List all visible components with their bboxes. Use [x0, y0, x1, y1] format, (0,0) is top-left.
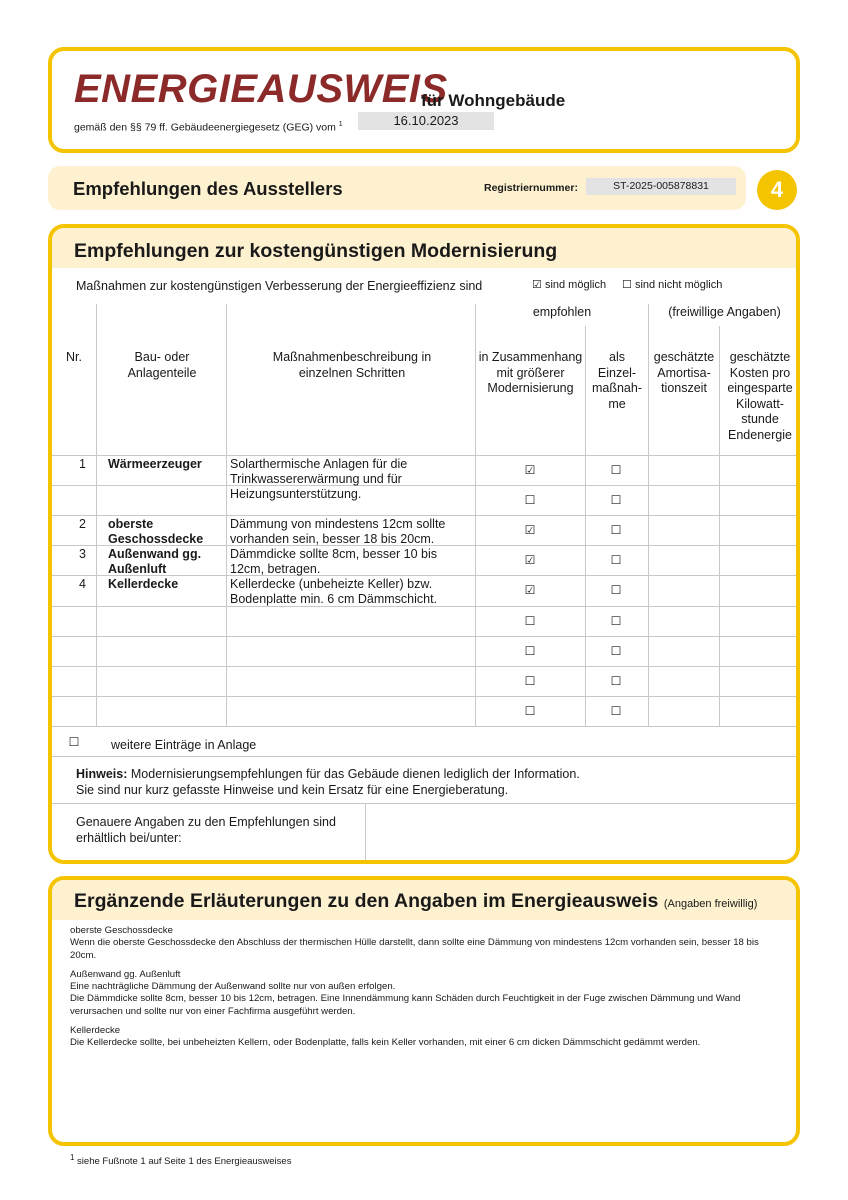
hint-label: Hinweis: [76, 767, 128, 781]
row-component: Außenwand gg. Außenluft [108, 547, 202, 576]
checkbox-empty-icon[interactable]: ☐ [610, 644, 622, 658]
checkbox-empty-icon[interactable]: ☐ [524, 704, 536, 718]
col-header-combined: in Zusammenhang mit größerer Modernisierung [478, 350, 583, 395]
checkbox-checked-icon[interactable]: ☑ [524, 463, 536, 477]
col-header-component: Bau- oder Anlagenteile [127, 350, 197, 380]
row-description[interactable]: Solarthermische Anlagen für die Trinkwassererwärmung und für [230, 457, 408, 486]
table-bottom-line [52, 726, 800, 727]
checkbox-empty-icon[interactable]: ☐ [610, 463, 622, 477]
explanations-box [48, 876, 800, 1146]
checkbox-checked-icon[interactable]: ☑ [524, 523, 536, 537]
further-entries-checkbox[interactable]: ☐ [68, 735, 80, 749]
explanations-title-text: Ergänzende Erläuterungen zu den Angaben im Energieausweis [74, 890, 659, 912]
col-group-recommended: empfohlen [532, 305, 592, 319]
modernisation-header [52, 228, 796, 268]
explanation-text: Die Kellerdecke sollte, bei unbeheizten Kellern, oder Bodenplatte, falls kein Keller vorhanden, mit einer 6 cm dicken Dämmschicht gedämmt werden. [70, 1037, 701, 1049]
row-description[interactable]: Kellerdecke (unbeheizte Keller) bzw. Bodenplatte min. 6 cm Dämmschicht. [230, 577, 438, 606]
checkbox-checked-icon[interactable]: ☑ [532, 279, 542, 291]
document-subtitle: für Wohngebäude [421, 91, 566, 110]
row-divider [52, 515, 800, 516]
option-possible[interactable] [532, 278, 606, 291]
explanation-heading: Kellerdecke [70, 1025, 121, 1037]
col-header-nr: Nr. [66, 350, 82, 364]
col-header-single: als Einzel-maßnah-me [591, 350, 643, 411]
checkbox-empty-icon[interactable]: ☐ [610, 583, 622, 597]
row-nr: 3 [79, 547, 86, 561]
more-info-divider [365, 803, 366, 864]
row-component: Kellerdecke [108, 577, 179, 591]
footnote-text: siehe Fußnote 1 auf Seite 1 des Energieausweises [77, 1156, 292, 1168]
row-divider [52, 696, 800, 697]
section-title: Empfehlungen des Ausstellers [73, 178, 343, 199]
explanation-block [70, 925, 780, 962]
row-component: Wärmeerzeuger [108, 457, 202, 471]
checkbox-empty-icon[interactable]: ☐ [524, 644, 536, 658]
row-description[interactable]: Dämmdicke sollte 8cm, besser 10 bis 12cm, betragen. [230, 547, 438, 576]
further-entries-label: weitere Einträge in Anlage [111, 738, 257, 752]
hint-second-line: Sie sind nur kurz gefasste Hinweise und kein Ersatz für eine Energieberatung. [76, 782, 509, 797]
modernisation-box [48, 224, 800, 864]
modernisation-title: Empfehlungen zur kostengünstigen Modernisierung [74, 240, 558, 262]
geg-reference [74, 121, 343, 134]
footnote-mark: 1 [338, 121, 343, 128]
document-title: ENERGIEAUSWEIS [74, 67, 448, 111]
registration-number-field[interactable]: ST-2025-005878831 [586, 178, 736, 195]
col-divider [96, 304, 97, 726]
checkbox-empty-icon[interactable]: ☐ [622, 279, 632, 291]
geg-date-field[interactable]: 16.10.2023 [358, 112, 494, 130]
explanations-header [52, 880, 796, 920]
option-not-possible[interactable] [622, 278, 722, 291]
geg-text: gemäß den §§ 79 ff. Gebäudeenergiegesetz (GEG) vom [74, 121, 336, 134]
option-possible-label: sind möglich [544, 279, 607, 291]
col-header-description: Maßnahmenbeschreibung in einzelnen Schritten [272, 350, 432, 380]
checkbox-empty-icon[interactable]: ☐ [610, 553, 622, 567]
explanations-title [74, 890, 757, 913]
explanation-text: Die Dämmdicke sollte 8cm, besser 10 bis 12cm, betragen. Eine Innendämmung kann Schäden durch Feuchtigkeit in der Fuge zwischen Dämmung und Wand verursachen und sollte nur von einer Fachfirma ausgeführt werden. [70, 993, 741, 1017]
page-number-badge: 4 [757, 170, 797, 210]
hint-text [76, 767, 580, 798]
further-entries-line [52, 756, 800, 757]
header-box [48, 47, 800, 153]
checkbox-empty-icon[interactable]: ☐ [524, 614, 536, 628]
footnote-mark: 1 [70, 1153, 75, 1162]
row-divider [52, 666, 800, 667]
hint-first-line [76, 767, 580, 783]
explanation-text: Wenn die oberste Geschossdecke den Abschluss der thermischen Hülle darstellt, dann sollte eine Dämmung von mindestens 12cm vorhanden sein, besser 18 bis 20cm. [70, 937, 759, 961]
page-footnote [70, 1153, 291, 1167]
explanation-heading: oberste Geschossdecke [70, 925, 173, 936]
checkbox-checked-icon[interactable]: ☑ [524, 583, 536, 597]
row-component: oberste Geschossdecke [108, 517, 204, 546]
col-header-amortisation: geschätzte Amortisa-tionszeit [653, 350, 715, 395]
checkbox-empty-icon[interactable]: ☐ [610, 614, 622, 628]
row-nr: 4 [79, 577, 86, 591]
recommendations-bar [48, 166, 746, 210]
row-divider [52, 636, 800, 637]
checkbox-empty-icon[interactable]: ☐ [610, 704, 622, 718]
table-header-bottom-line [52, 455, 800, 456]
checkbox-checked-icon[interactable]: ☑ [524, 553, 536, 567]
row-nr: 1 [79, 457, 86, 471]
row-description[interactable]: Dämmung von mindestens 12cm sollte vorhanden sein, besser 18 bis 20cm. [230, 517, 446, 546]
col-divider [585, 326, 586, 726]
option-not-possible-label: sind nicht möglich [634, 279, 723, 291]
measures-text: Maßnahmen zur kostengünstigen Verbesserung der Energieeffizienz sind [76, 279, 483, 293]
col-group-optional: (freiwillige Angaben) [668, 305, 781, 319]
hint-body: Modernisierungsempfehlungen für das Gebäude dienen lediglich der Information. [130, 767, 580, 781]
explanation-heading: Außenwand gg. Außenluft [70, 968, 181, 980]
checkbox-empty-icon[interactable]: ☐ [524, 674, 536, 688]
row-nr: 2 [79, 517, 86, 531]
hint-line [52, 803, 800, 804]
explanations-title-note: (Angaben freiwillig) [663, 898, 758, 910]
col-header-cost: geschätzte Kosten pro eingesparte Kilowatt-stunde Endenergie [727, 350, 793, 442]
registration-label: Registriernummer: [484, 182, 578, 194]
explanations-body [70, 925, 780, 1057]
row-description[interactable]: Heizungsunterstützung. [230, 487, 362, 501]
checkbox-empty-icon[interactable]: ☐ [610, 674, 622, 688]
checkbox-empty-icon[interactable]: ☐ [610, 523, 622, 537]
explanation-text: Eine nachträgliche Dämmung der Außenwand sollte nur von außen erfolgen. [70, 981, 396, 993]
checkbox-empty-icon[interactable]: ☐ [610, 493, 622, 507]
explanation-block [70, 1025, 780, 1050]
more-info-label: Genauere Angaben zu den Empfehlungen sind erhältlich bei/unter: [76, 815, 336, 845]
col-divider [226, 304, 227, 726]
checkbox-empty-icon[interactable]: ☐ [524, 493, 536, 507]
explanation-block [70, 969, 780, 1018]
